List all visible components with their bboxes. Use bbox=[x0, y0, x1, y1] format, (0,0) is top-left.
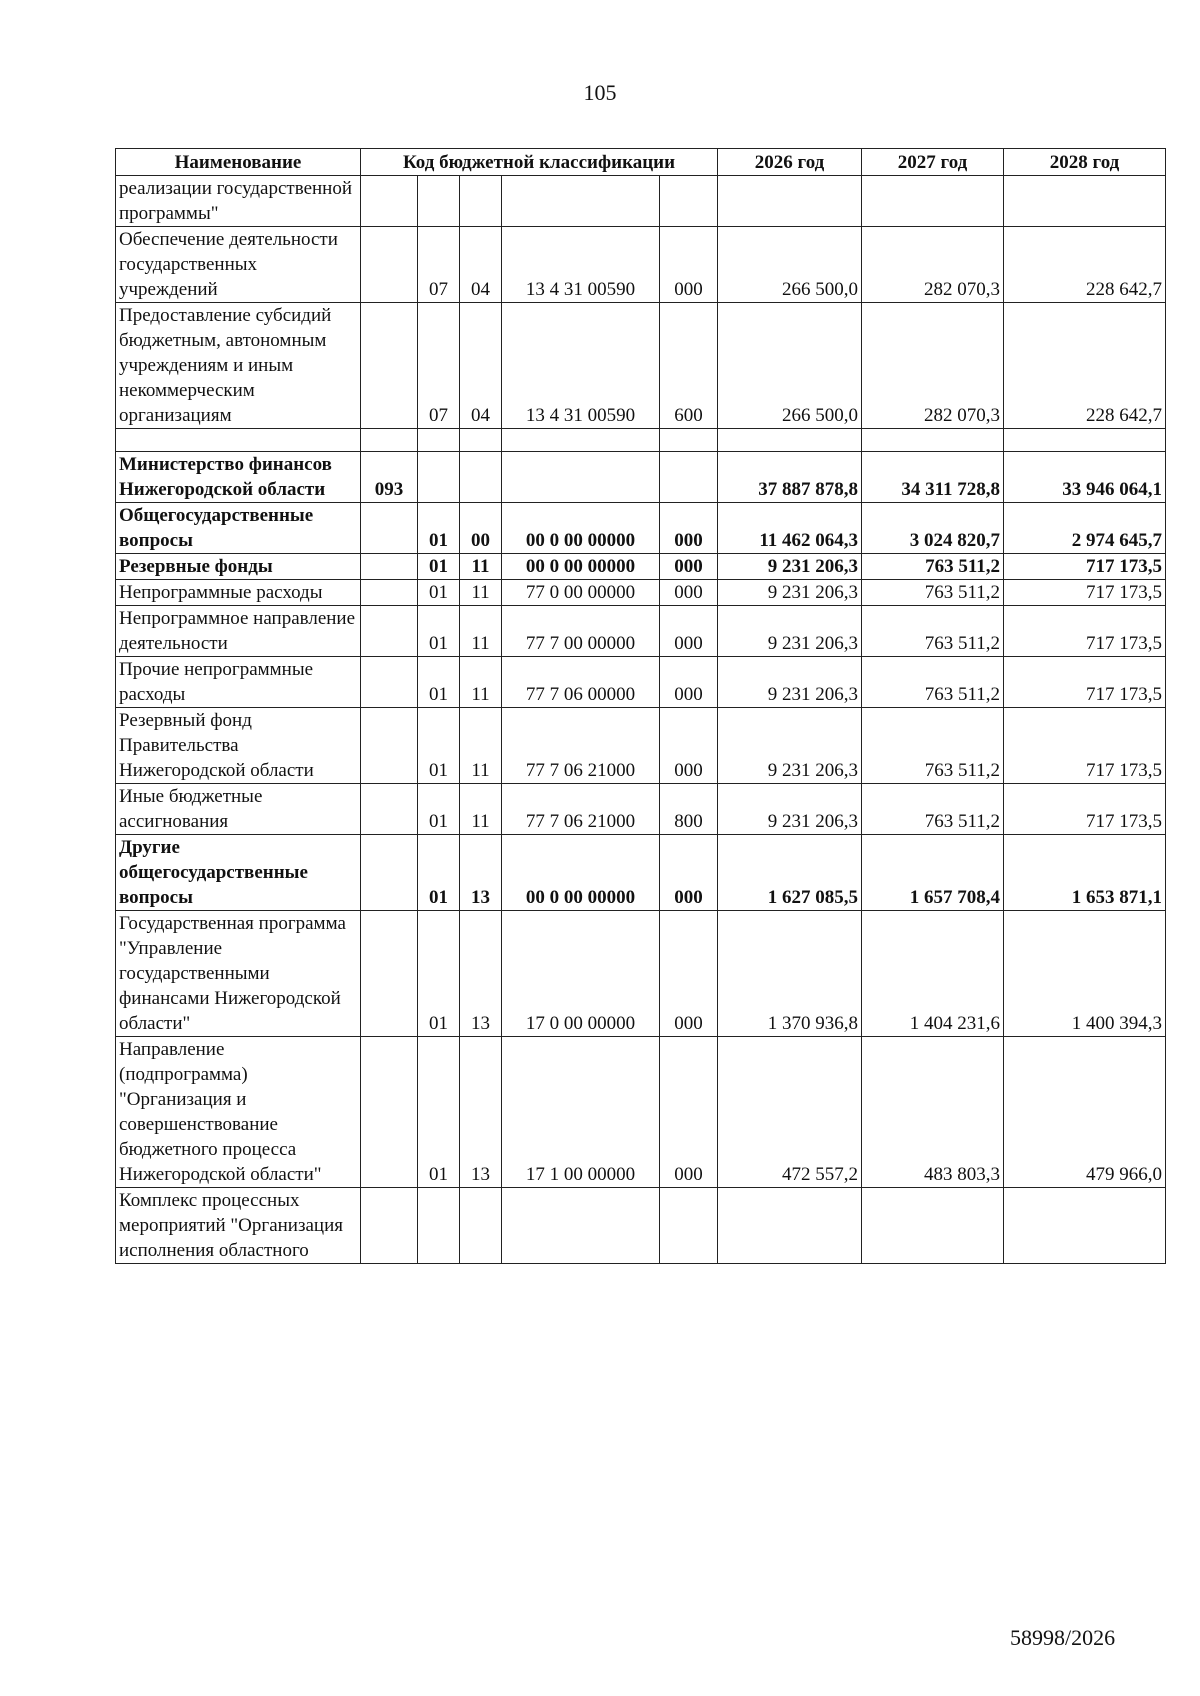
cell-ministry-code bbox=[361, 554, 418, 580]
header-name: Наименование bbox=[116, 149, 361, 176]
cell-section: 01 bbox=[418, 911, 460, 1037]
cell-name bbox=[116, 429, 361, 452]
cell-2027: 763 511,2 bbox=[862, 606, 1004, 657]
cell-section: 01 bbox=[418, 554, 460, 580]
table-row bbox=[116, 503, 1166, 554]
cell-subsection bbox=[460, 429, 502, 452]
cell-section: 07 bbox=[418, 227, 460, 303]
cell-subsection: 11 bbox=[460, 554, 502, 580]
cell-2026: 9 231 206,3 bbox=[718, 580, 862, 606]
cell-2026 bbox=[718, 429, 862, 452]
cell-subsection bbox=[460, 1188, 502, 1264]
cell-2028: 33 946 064,1 bbox=[1004, 452, 1166, 503]
cell-subsection: 13 bbox=[460, 835, 502, 911]
table-row bbox=[116, 657, 1166, 708]
cell-expense-type: 000 bbox=[660, 503, 718, 554]
cell-2027 bbox=[862, 1188, 1004, 1264]
cell-2026: 472 557,2 bbox=[718, 1037, 862, 1188]
table-row bbox=[116, 911, 1166, 1037]
cell-2026: 37 887 878,8 bbox=[718, 452, 862, 503]
cell-expense-type: 000 bbox=[660, 835, 718, 911]
cell-2028 bbox=[1004, 429, 1166, 452]
cell-2027: 1 657 708,4 bbox=[862, 835, 1004, 911]
cell-target-article: 77 7 06 21000 bbox=[502, 784, 660, 835]
cell-ministry-code bbox=[361, 835, 418, 911]
cell-subsection: 13 bbox=[460, 911, 502, 1037]
cell-2028: 1 400 394,3 bbox=[1004, 911, 1166, 1037]
cell-ministry-code bbox=[361, 580, 418, 606]
table-row bbox=[116, 708, 1166, 784]
cell-2028: 479 966,0 bbox=[1004, 1037, 1166, 1188]
cell-section bbox=[418, 176, 460, 227]
cell-subsection: 11 bbox=[460, 708, 502, 784]
cell-expense-type: 000 bbox=[660, 1037, 718, 1188]
cell-section bbox=[418, 429, 460, 452]
cell-subsection: 11 bbox=[460, 606, 502, 657]
header-code: Код бюджетной классификации bbox=[361, 149, 718, 176]
cell-2026 bbox=[718, 176, 862, 227]
cell-expense-type: 000 bbox=[660, 580, 718, 606]
cell-2027: 483 803,3 bbox=[862, 1037, 1004, 1188]
cell-ministry-code bbox=[361, 503, 418, 554]
cell-section: 01 bbox=[418, 784, 460, 835]
cell-name: Прочие непрограммные расходы bbox=[116, 657, 361, 708]
cell-name: Резервные фонды bbox=[116, 554, 361, 580]
table-row bbox=[116, 429, 1166, 452]
cell-2026: 266 500,0 bbox=[718, 303, 862, 429]
cell-expense-type bbox=[660, 176, 718, 227]
cell-section: 01 bbox=[418, 657, 460, 708]
header-2026: 2026 год bbox=[718, 149, 862, 176]
cell-target-article bbox=[502, 452, 660, 503]
table-header-row bbox=[116, 149, 1166, 176]
table-row bbox=[116, 1037, 1166, 1188]
cell-2028: 228 642,7 bbox=[1004, 303, 1166, 429]
cell-section: 01 bbox=[418, 708, 460, 784]
cell-name: Обеспечение деятельности государственных учреждений bbox=[116, 227, 361, 303]
cell-name: Министерство финансов Нижегородской области bbox=[116, 452, 361, 503]
cell-target-article: 00 0 00 00000 bbox=[502, 554, 660, 580]
cell-2028: 717 173,5 bbox=[1004, 606, 1166, 657]
cell-2028 bbox=[1004, 1188, 1166, 1264]
table-row bbox=[116, 606, 1166, 657]
cell-ministry-code bbox=[361, 1188, 418, 1264]
cell-2028: 717 173,5 bbox=[1004, 784, 1166, 835]
cell-name: Другие общегосударственные вопросы bbox=[116, 835, 361, 911]
cell-2028: 717 173,5 bbox=[1004, 708, 1166, 784]
cell-target-article: 77 0 00 00000 bbox=[502, 580, 660, 606]
cell-expense-type: 800 bbox=[660, 784, 718, 835]
table-row bbox=[116, 835, 1166, 911]
cell-2027: 1 404 231,6 bbox=[862, 911, 1004, 1037]
cell-name: Государственная программа "Управление государственными финансами Нижегородской области" bbox=[116, 911, 361, 1037]
table-row bbox=[116, 176, 1166, 227]
cell-target-article bbox=[502, 176, 660, 227]
cell-target-article: 17 0 00 00000 bbox=[502, 911, 660, 1037]
document-id: 58998/2026 bbox=[1010, 1625, 1116, 1650]
cell-expense-type: 000 bbox=[660, 606, 718, 657]
cell-subsection: 11 bbox=[460, 657, 502, 708]
page-number: 105 bbox=[583, 80, 617, 105]
cell-ministry-code bbox=[361, 784, 418, 835]
cell-ministry-code bbox=[361, 303, 418, 429]
cell-2028: 1 653 871,1 bbox=[1004, 835, 1166, 911]
cell-expense-type bbox=[660, 429, 718, 452]
cell-2027: 282 070,3 bbox=[862, 303, 1004, 429]
cell-expense-type: 000 bbox=[660, 657, 718, 708]
cell-2026: 266 500,0 bbox=[718, 227, 862, 303]
cell-section bbox=[418, 452, 460, 503]
cell-2027: 3 024 820,7 bbox=[862, 503, 1004, 554]
cell-2027: 282 070,3 bbox=[862, 227, 1004, 303]
cell-2026: 9 231 206,3 bbox=[718, 606, 862, 657]
cell-subsection: 04 bbox=[460, 303, 502, 429]
cell-2026: 1 370 936,8 bbox=[718, 911, 862, 1037]
cell-target-article: 77 7 06 00000 bbox=[502, 657, 660, 708]
cell-2027 bbox=[862, 429, 1004, 452]
cell-name: реализации государственной программы" bbox=[116, 176, 361, 227]
cell-2027 bbox=[862, 176, 1004, 227]
cell-section bbox=[418, 1188, 460, 1264]
cell-name: Комплекс процессных мероприятий "Организация исполнения областного bbox=[116, 1188, 361, 1264]
cell-2028: 717 173,5 bbox=[1004, 657, 1166, 708]
cell-subsection bbox=[460, 452, 502, 503]
cell-2027: 34 311 728,8 bbox=[862, 452, 1004, 503]
table-row bbox=[116, 784, 1166, 835]
cell-target-article bbox=[502, 429, 660, 452]
table-body bbox=[116, 176, 1166, 1264]
cell-subsection: 04 bbox=[460, 227, 502, 303]
cell-2028 bbox=[1004, 176, 1166, 227]
cell-subsection: 00 bbox=[460, 503, 502, 554]
cell-subsection: 13 bbox=[460, 1037, 502, 1188]
table-row bbox=[116, 303, 1166, 429]
cell-section: 01 bbox=[418, 503, 460, 554]
cell-2026: 1 627 085,5 bbox=[718, 835, 862, 911]
cell-name: Непрограммные расходы bbox=[116, 580, 361, 606]
cell-2026: 9 231 206,3 bbox=[718, 657, 862, 708]
cell-2027: 763 511,2 bbox=[862, 784, 1004, 835]
cell-target-article: 13 4 31 00590 bbox=[502, 303, 660, 429]
table-row bbox=[116, 227, 1166, 303]
cell-target-article: 77 7 00 00000 bbox=[502, 606, 660, 657]
cell-expense-type: 000 bbox=[660, 911, 718, 1037]
cell-2027: 763 511,2 bbox=[862, 657, 1004, 708]
cell-2026: 9 231 206,3 bbox=[718, 784, 862, 835]
cell-target-article: 00 0 00 00000 bbox=[502, 503, 660, 554]
cell-ministry-code bbox=[361, 606, 418, 657]
cell-ministry-code bbox=[361, 657, 418, 708]
header-2028: 2028 год bbox=[1004, 149, 1166, 176]
cell-name: Предоставление субсидий бюджетным, автономным учреждениям и иным некоммерческим организациям bbox=[116, 303, 361, 429]
cell-expense-type: 000 bbox=[660, 227, 718, 303]
cell-name: Резервный фонд Правительства Нижегородской области bbox=[116, 708, 361, 784]
table-row bbox=[116, 554, 1166, 580]
cell-ministry-code bbox=[361, 429, 418, 452]
cell-expense-type: 000 bbox=[660, 554, 718, 580]
cell-2028: 228 642,7 bbox=[1004, 227, 1166, 303]
cell-name: Общегосударственные вопросы bbox=[116, 503, 361, 554]
cell-target-article: 17 1 00 00000 bbox=[502, 1037, 660, 1188]
cell-2026: 9 231 206,3 bbox=[718, 708, 862, 784]
cell-ministry-code bbox=[361, 911, 418, 1037]
cell-subsection: 11 bbox=[460, 784, 502, 835]
cell-2028: 2 974 645,7 bbox=[1004, 503, 1166, 554]
cell-section: 01 bbox=[418, 1037, 460, 1188]
cell-2027: 763 511,2 bbox=[862, 554, 1004, 580]
cell-2027: 763 511,2 bbox=[862, 708, 1004, 784]
cell-subsection: 11 bbox=[460, 580, 502, 606]
table-row bbox=[116, 1188, 1166, 1264]
cell-section: 07 bbox=[418, 303, 460, 429]
cell-2026 bbox=[718, 1188, 862, 1264]
cell-subsection bbox=[460, 176, 502, 227]
cell-name: Направление (подпрограмма) "Организация и совершенствование бюджетного процесса Нижегородской области" bbox=[116, 1037, 361, 1188]
cell-target-article: 77 7 06 21000 bbox=[502, 708, 660, 784]
cell-expense-type bbox=[660, 452, 718, 503]
header-2027: 2027 год bbox=[862, 149, 1004, 176]
cell-name: Непрограммное направление деятельности bbox=[116, 606, 361, 657]
cell-2026: 9 231 206,3 bbox=[718, 554, 862, 580]
cell-target-article: 13 4 31 00590 bbox=[502, 227, 660, 303]
cell-2027: 763 511,2 bbox=[862, 580, 1004, 606]
cell-ministry-code bbox=[361, 227, 418, 303]
cell-expense-type: 600 bbox=[660, 303, 718, 429]
cell-section: 01 bbox=[418, 606, 460, 657]
cell-expense-type bbox=[660, 1188, 718, 1264]
cell-expense-type: 000 bbox=[660, 708, 718, 784]
cell-target-article bbox=[502, 1188, 660, 1264]
table-row bbox=[116, 580, 1166, 606]
cell-section: 01 bbox=[418, 580, 460, 606]
cell-target-article: 00 0 00 00000 bbox=[502, 835, 660, 911]
budget-table bbox=[115, 148, 1166, 1264]
cell-2028: 717 173,5 bbox=[1004, 580, 1166, 606]
cell-ministry-code bbox=[361, 708, 418, 784]
cell-ministry-code bbox=[361, 1037, 418, 1188]
cell-2028: 717 173,5 bbox=[1004, 554, 1166, 580]
cell-name: Иные бюджетные ассигнования bbox=[116, 784, 361, 835]
cell-2026: 11 462 064,3 bbox=[718, 503, 862, 554]
cell-ministry-code: 093 bbox=[361, 452, 418, 503]
cell-section: 01 bbox=[418, 835, 460, 911]
table-row bbox=[116, 452, 1166, 503]
cell-ministry-code bbox=[361, 176, 418, 227]
